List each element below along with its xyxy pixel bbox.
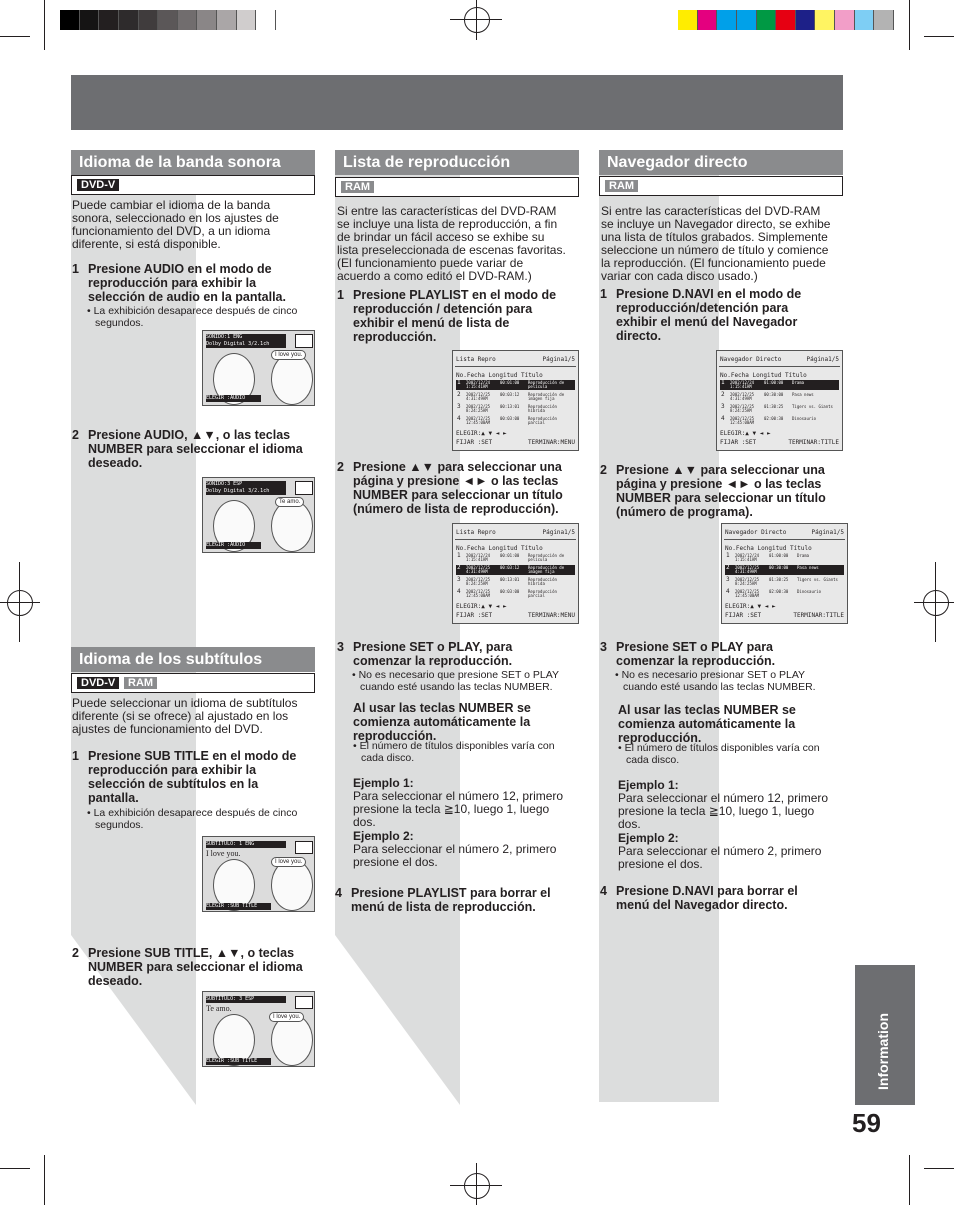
menu-row-date: 2002/12/25 8:24:25AM xyxy=(466,577,491,586)
menu-title: Lista Repro xyxy=(456,356,496,363)
menu-footer-exit: TERMINAR:TITLE xyxy=(788,439,839,446)
menu-row-length: 00:30:00 xyxy=(764,392,784,397)
menu-footer-select: ELEGIR:▲ ▼ ◄ ► xyxy=(720,430,771,437)
screen-bottom-bar: ELEGIR :AUDIO xyxy=(206,395,261,402)
direct-navigator-menu-screen xyxy=(716,350,843,451)
note: • El número de títulos disponibles varía con cada disco. xyxy=(618,742,820,766)
dvd-v-badge: DVD-V xyxy=(77,179,119,191)
speech-bubble: Te amo. xyxy=(275,497,304,507)
playlist-menu-screen xyxy=(452,350,579,451)
example-2: Ejemplo 2: Para seleccionar el número 2, primero presione el dos. xyxy=(618,831,822,871)
subtitle-text: Te amo. xyxy=(206,1004,232,1013)
menu-footer-select: ELEGIR:▲ ▼ ◄ ► xyxy=(725,603,776,610)
screen-top-bar: SONIDO:3 ESP Dolby Digital 3/2.1ch xyxy=(206,481,286,495)
menu-row-length: 01:00:00 xyxy=(764,380,784,385)
color-swatch xyxy=(698,10,718,30)
menu-divider xyxy=(719,366,840,367)
menu-row-number: 3 xyxy=(457,403,461,410)
registration-line xyxy=(476,1163,477,1205)
color-swatch xyxy=(815,10,835,30)
registration-line xyxy=(0,602,40,603)
menu-footer-set: FIJAR :SET xyxy=(725,612,762,619)
menu-row[interactable] xyxy=(720,380,839,390)
step-2: 2 Presione AUDIO, ▲▼, o las teclas NUMBER para seleccionar el idioma deseado. xyxy=(72,428,303,470)
menu-footer-exit: TERMINAR:MENU xyxy=(528,612,575,619)
menu-row-number: 4 xyxy=(721,415,725,422)
menu-row-number: 3 xyxy=(721,403,725,410)
menu-footer-select: ELEGIR:▲ ▼ ◄ ► xyxy=(456,430,507,437)
gray-swatch xyxy=(237,10,257,30)
dvd-v-badge: DVD-V xyxy=(77,677,119,689)
crop-mark xyxy=(909,1155,910,1205)
menu-row-number: 2 xyxy=(721,391,725,398)
person-illustration xyxy=(271,500,313,552)
speaker-icon xyxy=(295,334,313,348)
note: • No es necesario que presione SET o PLAY cuando esté usando las teclas NUMBER. xyxy=(352,669,559,693)
registration-mark-icon xyxy=(7,590,33,616)
menu-row[interactable] xyxy=(725,577,844,587)
menu-row-date: 2002/12/24 1:15:41AM xyxy=(730,380,755,389)
menu-columns: No.Fecha Longitud Título xyxy=(720,372,807,379)
badge-box xyxy=(71,175,315,195)
menu-row-length: 02:00:30 xyxy=(769,589,789,594)
intro-text: Puede cambiar el idioma de la banda sonora, seleccionado en los ajustes de funcionamiento del DVD, a un idioma diferente, si está disponible. xyxy=(72,198,279,251)
example-1: Ejemplo 1: Para seleccionar el número 12, primero presione la tecla ≧10, luego 1, luego dos. xyxy=(618,778,829,831)
step-1: 1 Presione D.NAVI en el modo de reproducción/detención para exhibir el menú del Navegador directo. xyxy=(600,287,802,343)
menu-row-title: Drama xyxy=(792,380,805,385)
badge-box xyxy=(71,673,315,693)
menu-page: Página1/5 xyxy=(542,529,575,536)
menu-row-date: 2002/12/24 1:15:41AM xyxy=(466,553,491,562)
menu-columns: No.Fecha Longitud Título xyxy=(456,372,543,379)
step-4: 4 Presione D.NAVI para borrar el menú del Navegador directo. xyxy=(600,884,798,912)
menu-row[interactable] xyxy=(456,380,575,390)
menu-row-title: Pasa news xyxy=(792,392,814,397)
crop-mark xyxy=(924,36,954,37)
registration-mark-icon xyxy=(464,1173,490,1199)
page-header-bar xyxy=(71,75,843,130)
color-swatch xyxy=(855,10,875,30)
color-swatch xyxy=(776,10,796,30)
registration-line xyxy=(914,602,954,603)
menu-row-title: Reproducción de imagen fija xyxy=(528,392,565,401)
color-swatch xyxy=(717,10,737,30)
speech-bubble: I love you. xyxy=(271,350,306,360)
gray-swatch xyxy=(158,10,178,30)
gray-swatch xyxy=(80,10,100,30)
screen-bottom-bar: ELEGIR :SUB TITLE xyxy=(206,1058,271,1065)
menu-divider xyxy=(724,539,845,540)
step-2: 2 Presione ▲▼ para seleccionar una página y presione ◄► o las teclas NUMBER para seleccionar un título (número de lista de reproducción). xyxy=(337,460,563,516)
note: • No es necesario presionar SET o PLAY cuando esté usando las teclas NUMBER. xyxy=(615,669,816,693)
menu-row-date: 2002/12/25 12:45:00AM xyxy=(735,589,760,598)
gray-swatch xyxy=(119,10,139,30)
menu-row-date: 2002/12/25 4:31:49AM xyxy=(735,565,760,574)
badge-box xyxy=(599,176,843,196)
menu-row-date: 2002/12/25 12:45:00AM xyxy=(466,416,491,425)
menu-row-number: 1 xyxy=(726,552,730,559)
menu-footer-exit: TERMINAR:MENU xyxy=(528,439,575,446)
menu-row-date: 2002/12/24 1:15:41AM xyxy=(466,380,491,389)
section-title-subtitle-language: Idioma de los subtítulos xyxy=(71,647,315,672)
color-swatch xyxy=(757,10,777,30)
menu-row-title: Reproducción híbrida xyxy=(528,404,557,413)
menu-row-number: 2 xyxy=(457,391,461,398)
menu-row-length: 01:00:00 xyxy=(769,553,789,558)
menu-row[interactable] xyxy=(456,416,575,426)
step-3: 3 Presione SET o PLAY, para comenzar la reproducción. xyxy=(337,640,513,668)
step-1: 1 Presione SUB TITLE en el modo de reproducción para exhibir la selección de subtítulos en la pantalla. xyxy=(72,749,297,805)
auto-play-heading: Al usar las teclas NUMBER se comienza automáticamente la reproducción. xyxy=(618,703,796,745)
section-title-audio-language: Idioma de la banda sonora xyxy=(71,150,315,175)
menu-row-date: 2002/12/25 4:31:49AM xyxy=(466,392,491,401)
tv-screen-illustration xyxy=(202,330,315,406)
menu-row-date: 2002/12/25 4:31:49AM xyxy=(730,392,755,401)
page-number: 59 xyxy=(852,1108,881,1138)
menu-footer-set: FIJAR :SET xyxy=(456,612,493,619)
registration-mark-icon xyxy=(464,7,490,33)
menu-row-title: Reproducción híbrida xyxy=(528,577,557,586)
gray-swatch xyxy=(139,10,159,30)
menu-footer-set: FIJAR :SET xyxy=(720,439,757,446)
menu-row-date: 2002/12/25 12:45:00AM xyxy=(730,416,755,425)
menu-row[interactable] xyxy=(720,416,839,426)
crop-mark xyxy=(44,1155,45,1205)
menu-page: Página1/5 xyxy=(806,356,839,363)
tv-screen-illustration xyxy=(202,477,315,553)
menu-row-length: 01:30:25 xyxy=(769,577,789,582)
menu-row[interactable] xyxy=(720,392,839,402)
menu-row-title: Dinosaurio xyxy=(792,416,817,421)
gray-swatch xyxy=(256,10,276,30)
menu-row-length: 01:30:25 xyxy=(764,404,784,409)
menu-footer-set: FIJAR :SET xyxy=(456,439,493,446)
menu-title: Lista Repro xyxy=(456,529,496,536)
crop-mark xyxy=(0,1168,30,1169)
menu-row-title: Drama xyxy=(797,553,810,558)
menu-row-number: 4 xyxy=(457,588,461,595)
tv-screen-illustration xyxy=(202,991,315,1067)
menu-row-title: Tigers vs. Giants xyxy=(797,577,838,582)
menu-row-title: Reproducción de imagen fija xyxy=(528,565,565,574)
note: • El número de títulos disponibles varía con cada disco. xyxy=(353,740,555,764)
crop-mark xyxy=(0,36,30,37)
screen-bottom-bar: ELEGIR :AUDIO xyxy=(206,542,261,549)
crop-mark xyxy=(44,0,45,50)
color-swatch xyxy=(874,10,894,30)
menu-row[interactable] xyxy=(725,565,844,575)
menu-row[interactable] xyxy=(456,392,575,402)
menu-columns: No.Fecha Longitud Título xyxy=(456,545,543,552)
menu-title: Navegador Directo xyxy=(720,356,782,363)
menu-row[interactable] xyxy=(725,553,844,563)
gray-swatch xyxy=(197,10,217,30)
menu-row-length: 00:03:00 xyxy=(500,589,520,594)
menu-row-title: Dinosaurio xyxy=(797,589,822,594)
menu-row-title: Tigers vs. Giants xyxy=(792,404,833,409)
subtitle-icon xyxy=(295,996,313,1009)
direct-navigator-menu-screen xyxy=(721,523,848,624)
menu-row-date: 2002/12/25 12:45:00AM xyxy=(466,589,491,598)
menu-row-length: 00:01:00 xyxy=(500,380,520,385)
menu-row-title: Reproducción parcial xyxy=(528,416,557,425)
menu-row-title: Reproducción de película xyxy=(528,380,565,389)
color-swatch xyxy=(678,10,698,30)
color-bar-strip xyxy=(678,10,894,30)
menu-row-number: 1 xyxy=(457,552,461,559)
gray-swatch xyxy=(217,10,237,30)
person-illustration xyxy=(271,353,313,405)
menu-row-number: 3 xyxy=(457,576,461,583)
color-swatch xyxy=(737,10,757,30)
menu-row-date: 2002/12/25 4:31:49AM xyxy=(466,565,491,574)
badge-box xyxy=(335,177,579,197)
menu-row-length: 00:13:01 xyxy=(500,404,520,409)
screen-bottom-bar: ELEGIR :SUB TITLE xyxy=(206,903,271,910)
playlist-menu-screen xyxy=(452,523,579,624)
step-4: 4 Presione PLAYLIST para borrar el menú de lista de reproducción. xyxy=(335,886,551,914)
gray-swatch xyxy=(178,10,198,30)
gray-swatch xyxy=(60,10,80,30)
menu-row-title: Reproducción de película xyxy=(528,553,565,562)
menu-row[interactable] xyxy=(456,553,575,563)
registration-mark-icon xyxy=(923,590,949,616)
menu-row-date: 2002/12/25 8:24:25AM xyxy=(466,404,491,413)
menu-row[interactable] xyxy=(456,589,575,599)
menu-columns: No.Fecha Longitud Título xyxy=(725,545,812,552)
menu-page: Página1/5 xyxy=(811,529,844,536)
speaker-icon xyxy=(295,481,313,495)
menu-row-number: 4 xyxy=(457,415,461,422)
menu-row-length: 00:03:12 xyxy=(500,392,520,397)
tv-screen-illustration xyxy=(202,836,315,912)
step-3: 3 Presione SET o PLAY para comenzar la reproducción. xyxy=(600,640,776,668)
menu-row[interactable] xyxy=(456,577,575,587)
subtitle-icon xyxy=(295,841,313,854)
speech-bubble: I love you. xyxy=(269,1012,304,1022)
screen-top-bar: SONIDO:1 ENG Dolby Digital 3/2.1ch xyxy=(206,334,286,348)
menu-row-length: 00:30:00 xyxy=(769,565,789,570)
step-2: 2 Presione SUB TITLE, ▲▼, o teclas NUMBER para seleccionar el idioma deseado. xyxy=(72,946,303,988)
auto-play-heading: Al usar las teclas NUMBER se comienza automáticamente la reproducción. xyxy=(353,701,531,743)
registration-line xyxy=(450,19,502,20)
menu-row[interactable] xyxy=(456,565,575,575)
menu-row-number: 1 xyxy=(721,379,725,386)
menu-row-length: 00:03:12 xyxy=(500,565,520,570)
crop-mark xyxy=(924,1168,954,1169)
menu-row-length: 00:13:01 xyxy=(500,577,520,582)
menu-footer-select: ELEGIR:▲ ▼ ◄ ► xyxy=(456,603,507,610)
menu-divider xyxy=(455,366,576,367)
gray-scale-strip xyxy=(60,10,276,30)
menu-row-number: 2 xyxy=(457,564,461,571)
menu-row-date: 2002/12/24 1:15:41AM xyxy=(735,553,760,562)
screen-top-bar: SUBTÍTULO: 3 ESP xyxy=(206,996,286,1003)
menu-row-number: 4 xyxy=(726,588,730,595)
menu-divider xyxy=(455,539,576,540)
screen-top-bar: SUBTÍTULO: 1 ENG xyxy=(206,841,286,848)
menu-row-number: 3 xyxy=(726,576,730,583)
section-title-direct-navigator: Navegador directo xyxy=(599,150,843,175)
color-swatch xyxy=(835,10,855,30)
menu-row[interactable] xyxy=(725,589,844,599)
menu-row-title: Pasa news xyxy=(797,565,819,570)
ram-badge: RAM xyxy=(124,677,157,689)
ram-badge: RAM xyxy=(605,180,638,192)
menu-row-title: Reproducción parcial xyxy=(528,589,557,598)
registration-line xyxy=(476,0,477,40)
intro-text: Puede seleccionar un idioma de subtítulos diferente (si se ofrece) al ajustado en los ajustes de funcionamiento del DVD. xyxy=(72,696,298,736)
step-1: 1 Presione AUDIO en el modo de reproducción para exhibir la selección de audio en la pantalla. xyxy=(72,262,286,304)
menu-footer-exit: TERMINAR:TITLE xyxy=(793,612,844,619)
registration-line xyxy=(450,1185,502,1186)
information-side-tab: Information xyxy=(855,965,915,1105)
menu-page: Página1/5 xyxy=(542,356,575,363)
intro-text: Si entre las características del DVD-RAM se incluye un Navegador directo, se exhibe una lista de títulos grabados. Simplemente seleccione un número de título y comience la reproducción. (El funcionamiento puede variar con cada disco usado.) xyxy=(601,204,831,283)
example-2: Ejemplo 2: Para seleccionar el número 2, primero presione el dos. xyxy=(353,829,557,869)
menu-title: Navegador Directo xyxy=(725,529,787,536)
crop-mark xyxy=(909,0,910,50)
menu-row[interactable] xyxy=(720,404,839,414)
note: • La exhibición desaparece después de cinco segundos. xyxy=(87,305,298,329)
color-swatch xyxy=(796,10,816,30)
menu-row-length: 00:03:00 xyxy=(500,416,520,421)
menu-row-number: 2 xyxy=(726,564,730,571)
menu-row-date: 2002/12/25 8:24:25AM xyxy=(735,577,760,586)
step-2: 2 Presione ▲▼ para seleccionar una página y presione ◄► o las teclas NUMBER para seleccionar un título (número de programa). xyxy=(600,463,826,519)
intro-text: Si entre las características del DVD-RAM se incluye una lista de reproducción, a fin de brindar un fácil acceso se exhibe su lista preseleccionada de escenas favoritas. (El funcionamiento puede variar de acuerdo a como editó el DVD-RAM.) xyxy=(337,204,566,283)
step-1: 1 Presione PLAYLIST en el modo de reproducción / detención para exhibir el menú de lista de reproducción. xyxy=(337,288,557,344)
ram-badge: RAM xyxy=(341,181,374,193)
menu-row-length: 00:01:00 xyxy=(500,553,520,558)
gray-swatch xyxy=(99,10,119,30)
menu-row-length: 02:00:30 xyxy=(764,416,784,421)
speech-bubble: I love you. xyxy=(271,857,306,867)
example-1: Ejemplo 1: Para seleccionar el número 12, primero presione la tecla ≧10, luego 1, luego dos. xyxy=(353,776,564,829)
section-title-playlist: Lista de reproducción xyxy=(335,150,579,175)
subtitle-text: I love you. xyxy=(206,849,241,858)
menu-row-number: 1 xyxy=(457,379,461,386)
menu-row[interactable] xyxy=(456,404,575,414)
note: • La exhibición desaparece después de cinco segundos. xyxy=(87,807,298,831)
menu-row-date: 2002/12/25 8:24:25AM xyxy=(730,404,755,413)
